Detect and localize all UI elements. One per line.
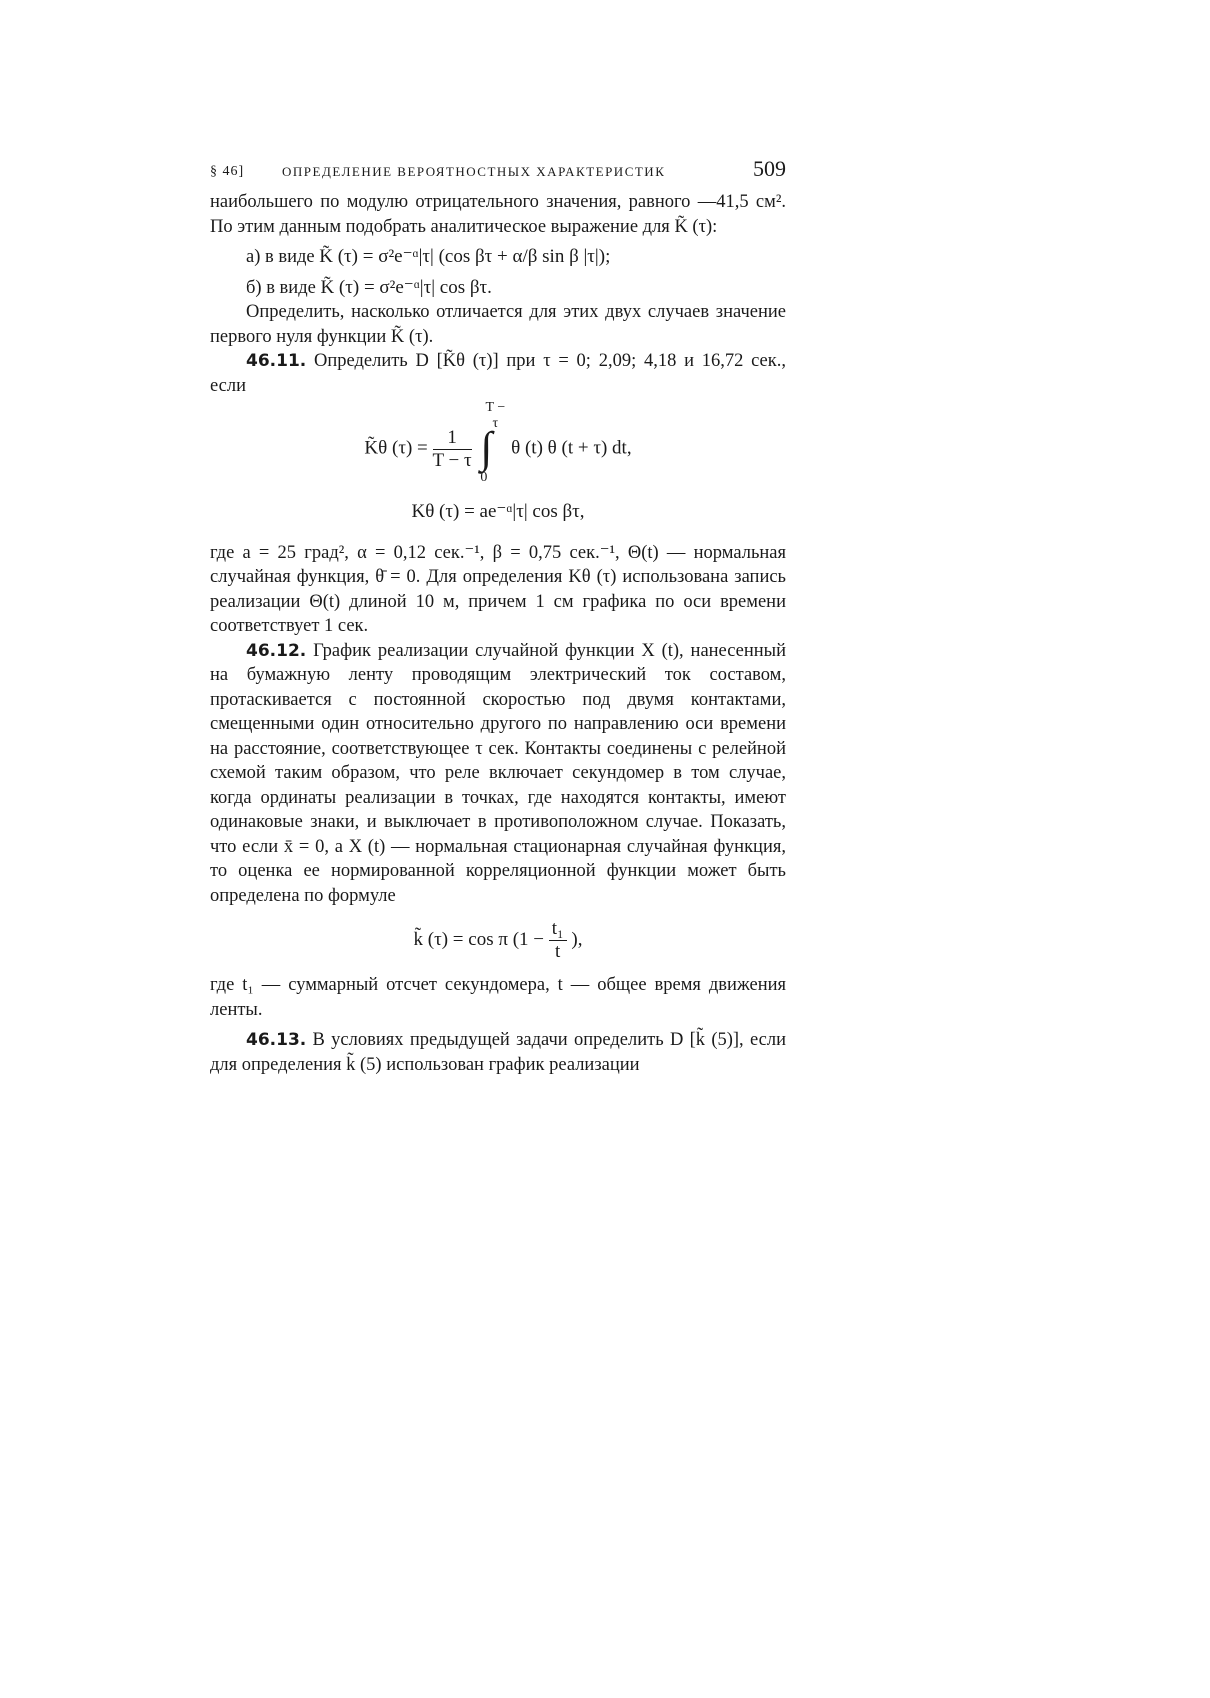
paragraph-first-zero: Определить, насколько отличается для этих двух случаев значение первого нуля функции K̃ (τ).: [210, 302, 786, 347]
problem-46-11: [210, 349, 786, 398]
formula-a-label: а) в виде: [246, 247, 315, 267]
eq-rhs: θ (t) θ (t + τ) dt,: [511, 437, 632, 459]
formula-a: [246, 245, 786, 270]
problem-46-13: [210, 1028, 786, 1077]
problem-text: В условиях предыдущей задачи определить D [k̃ (5)], если для определения k̃ (5) использован график реализации: [210, 1030, 787, 1075]
problem-text: График реализации случайной функции X (t), нанесенный на бумажную ленту проводящим электрический ток составом, протаскивается с постоянной скоростью под двумя контактами, смещенными один относительно другого по направлению оси времени на расстояние, соответствующее τ сек. Контакты соединены с релейной схемой таким образом, что реле включает секундомер в том случае, когда ординаты реализации в точках, где находятся контакты, имеют одинаковые знаки, и выключает в противоположном случае. Показать, что если x̄ = 0, а X (t) — нормальная стационарная случайная функция, то оценка ее нормированной корреляционной функции может быть определена по формуле: [210, 640, 787, 906]
integral-sign: [476, 400, 506, 485]
paragraph-where-t1: где t₁ — суммарный отсчет секундомера, t — общее время движения ленты.: [210, 975, 786, 1020]
eq-k-fraction-num: t₁: [549, 918, 567, 941]
eq-fraction-num: 1: [433, 427, 472, 450]
equation-k-theta: Kθ (τ) = ae⁻ᵅ|τ| cos βτ,: [411, 501, 585, 522]
header-title: ОПРЕДЕЛЕНИЕ ВЕРОЯТНОСТНЫХ ХАРАКТЕРИСТИК: [282, 164, 666, 179]
book-page: [210, 150, 786, 1077]
problem-number: 46.11.: [246, 351, 307, 371]
formula-a-expr: K̃ (τ) = σ²e⁻ᵅ|τ| (cos βτ + α/β sin β |τ|);: [319, 246, 611, 267]
eq-lhs: K̃θ (τ) =: [364, 437, 428, 459]
section-ref: § 46]: [210, 164, 245, 179]
eq-fraction: [433, 427, 472, 472]
problem-number: 46.12.: [246, 640, 307, 661]
problem-number: 46.13.: [246, 1030, 307, 1050]
equation-k-estimate: [210, 918, 786, 963]
page-number: 509: [753, 156, 786, 181]
eq-k-lhs: k̃ (τ) = cos π (1 −: [413, 928, 544, 950]
paragraph-where: где a = 25 град², α = 0,12 сек.⁻¹, β = 0,75 сек.⁻¹, Θ(t) — нормальная случайная функция, θ̄ = 0. Для определения Kθ (τ) использована запись реализации Θ(t) длиной 10 м, причем 1 см графика по оси времени соответствует 1 сек.: [210, 542, 786, 636]
integral-upper-limit: T − τ: [485, 400, 506, 431]
equation-k-tilde-theta: [210, 400, 786, 486]
running-header: [210, 150, 786, 190]
formula-b: [246, 276, 786, 301]
eq-k-rhs: ),: [571, 928, 583, 950]
problem-text: Определить D [K̃θ (τ)] при τ = 0; 2,09; 4,18 и 16,72 сек., если: [210, 351, 786, 396]
problem-46-12: [210, 639, 786, 909]
integral-symbol: ∫: [480, 423, 493, 472]
eq-k-fraction: [549, 918, 567, 963]
eq-fraction-den: T − τ: [432, 449, 472, 471]
eq-k-fraction-den: t: [555, 941, 561, 962]
integral-lower-limit: 0: [480, 470, 488, 485]
formula-b-expr: K̃ (τ) = σ²e⁻ᵅ|τ| cos βτ.: [320, 276, 492, 298]
formula-b-label: б) в виде: [246, 277, 316, 298]
paragraph-intro: наибольшего по модулю отрицательного значения, равного —41,5 см². По этим данным подобрать аналитическое выражение для K̃ (τ):: [210, 192, 786, 237]
